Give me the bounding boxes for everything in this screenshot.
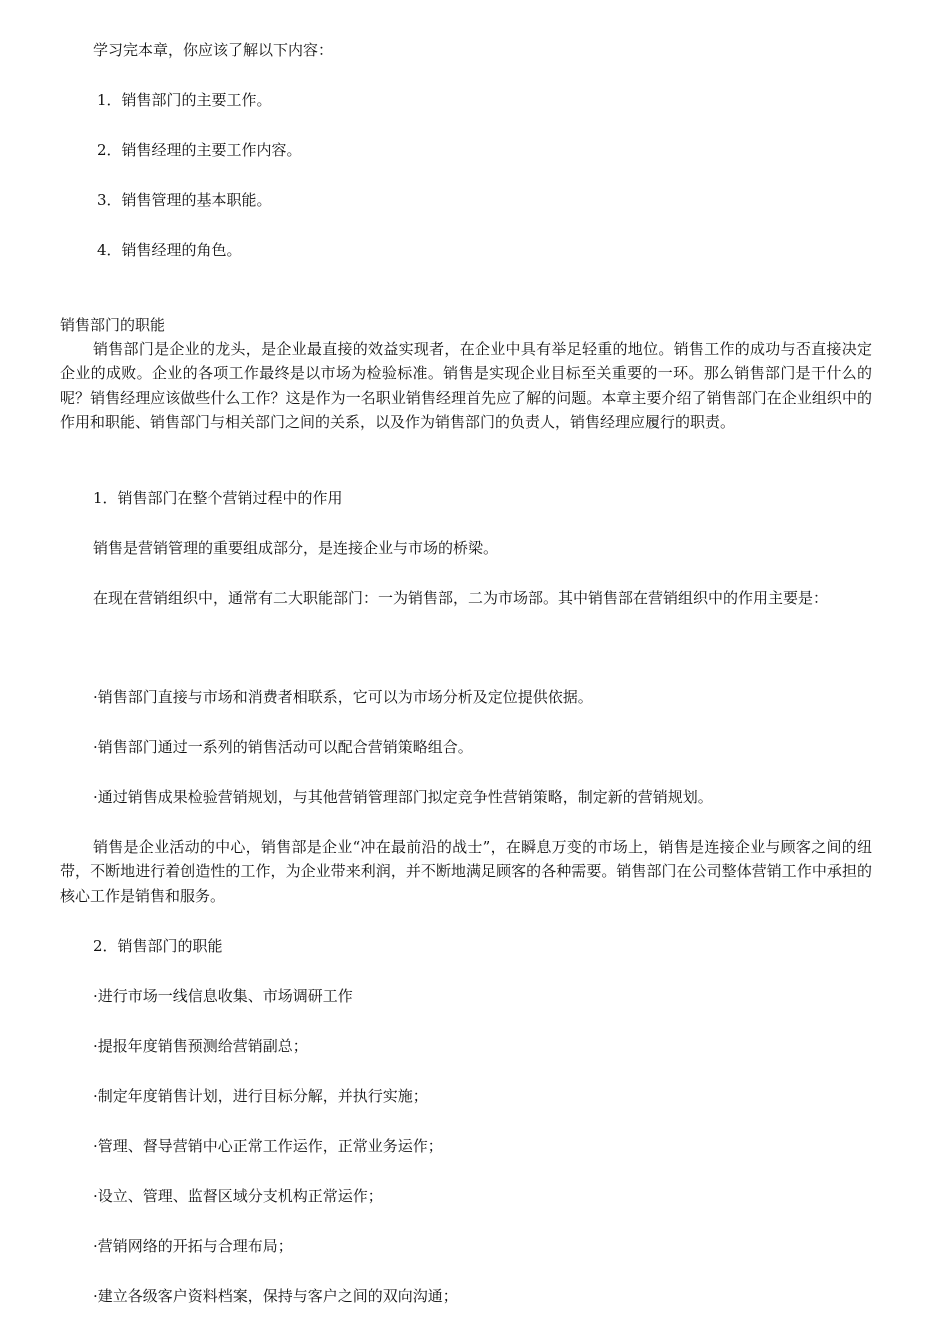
heading-functions: 2．销售部门的职能 (93, 937, 223, 955)
function-item-4: ·管理、督导营销中心正常工作运作，正常业务运作； (93, 1137, 443, 1155)
role-item-3: ·通过销售成果检验营销规划，与其他营销管理部门拟定竞争性营销策略，制定新的营销规划。 (93, 788, 713, 806)
function-item-3: ·制定年度销售计划，进行目标分解，并执行实施； (93, 1087, 428, 1105)
paragraph-departments: 在现在营销组织中，通常有二大职能部门：一为销售部，二为市场部。其中销售部在营销组织中的作用主要是： (93, 589, 829, 607)
function-item-7: ·建立各级客户资料档案，保持与客户之间的双向沟通； (93, 1287, 458, 1305)
objective-item-1: 1．销售部门的主要工作。 (97, 91, 272, 109)
intro-line: 学习完本章，你应该了解以下内容： (93, 41, 334, 59)
objective-item-4: 4．销售经理的角色。 (97, 241, 242, 259)
heading-role: 1．销售部门在整个营销过程中的作用 (93, 489, 343, 507)
function-item-2: ·提报年度销售预测给营销副总； (93, 1037, 308, 1055)
function-item-5: ·设立、管理、监督区域分支机构正常运作； (93, 1187, 383, 1205)
objective-item-3: 3．销售管理的基本职能。 (97, 191, 272, 209)
role-item-1: ·销售部门直接与市场和消费者相联系，它可以为市场分析及定位提供依据。 (93, 688, 593, 706)
objective-item-2: 2．销售经理的主要工作内容。 (97, 141, 302, 159)
section-paragraph: 销售部门是企业的龙头，是企业最直接的效益实现者，在企业中具有举足轻重的地位。销售工作的成功与否直接决定企业的成败。企业的各项工作最终是以市场为检验标准。销售是实现企业目标至关重要的一环。那么销售部门是干什么的呢？销售经理应该做些什么工作？这是作为一名职业销售经理首先应了解的问题。本章主要介绍了销售部门在企业组织中的作用和职能、销售部门与相关部门之间的关系，以及作为销售部门的负责人，销售经理应履行的职责。 (60, 340, 872, 432)
function-item-1: ·进行市场一线信息收集、市场调研工作 (93, 987, 353, 1005)
function-item-6: ·营销网络的开拓与合理布局； (93, 1237, 293, 1255)
role-item-2: ·销售部门通过一系列的销售活动可以配合营销策略组合。 (93, 738, 473, 756)
section-title: 销售部门的职能 (60, 316, 166, 334)
paragraph-center: 销售是企业活动的中心，销售部是企业“冲在最前沿的战士”，在瞬息万变的市场上，销售是连接企业与顾客之间的纽带，不断地进行着创造性的工作，为企业带来利润，并不断地满足顾客的各种需要。销售部门在公司整体营销工作中承担的核心工作是销售和服务。 (60, 838, 872, 905)
paragraph-bridge: 销售是营销管理的重要组成部分，是连接企业与市场的桥梁。 (93, 539, 499, 557)
